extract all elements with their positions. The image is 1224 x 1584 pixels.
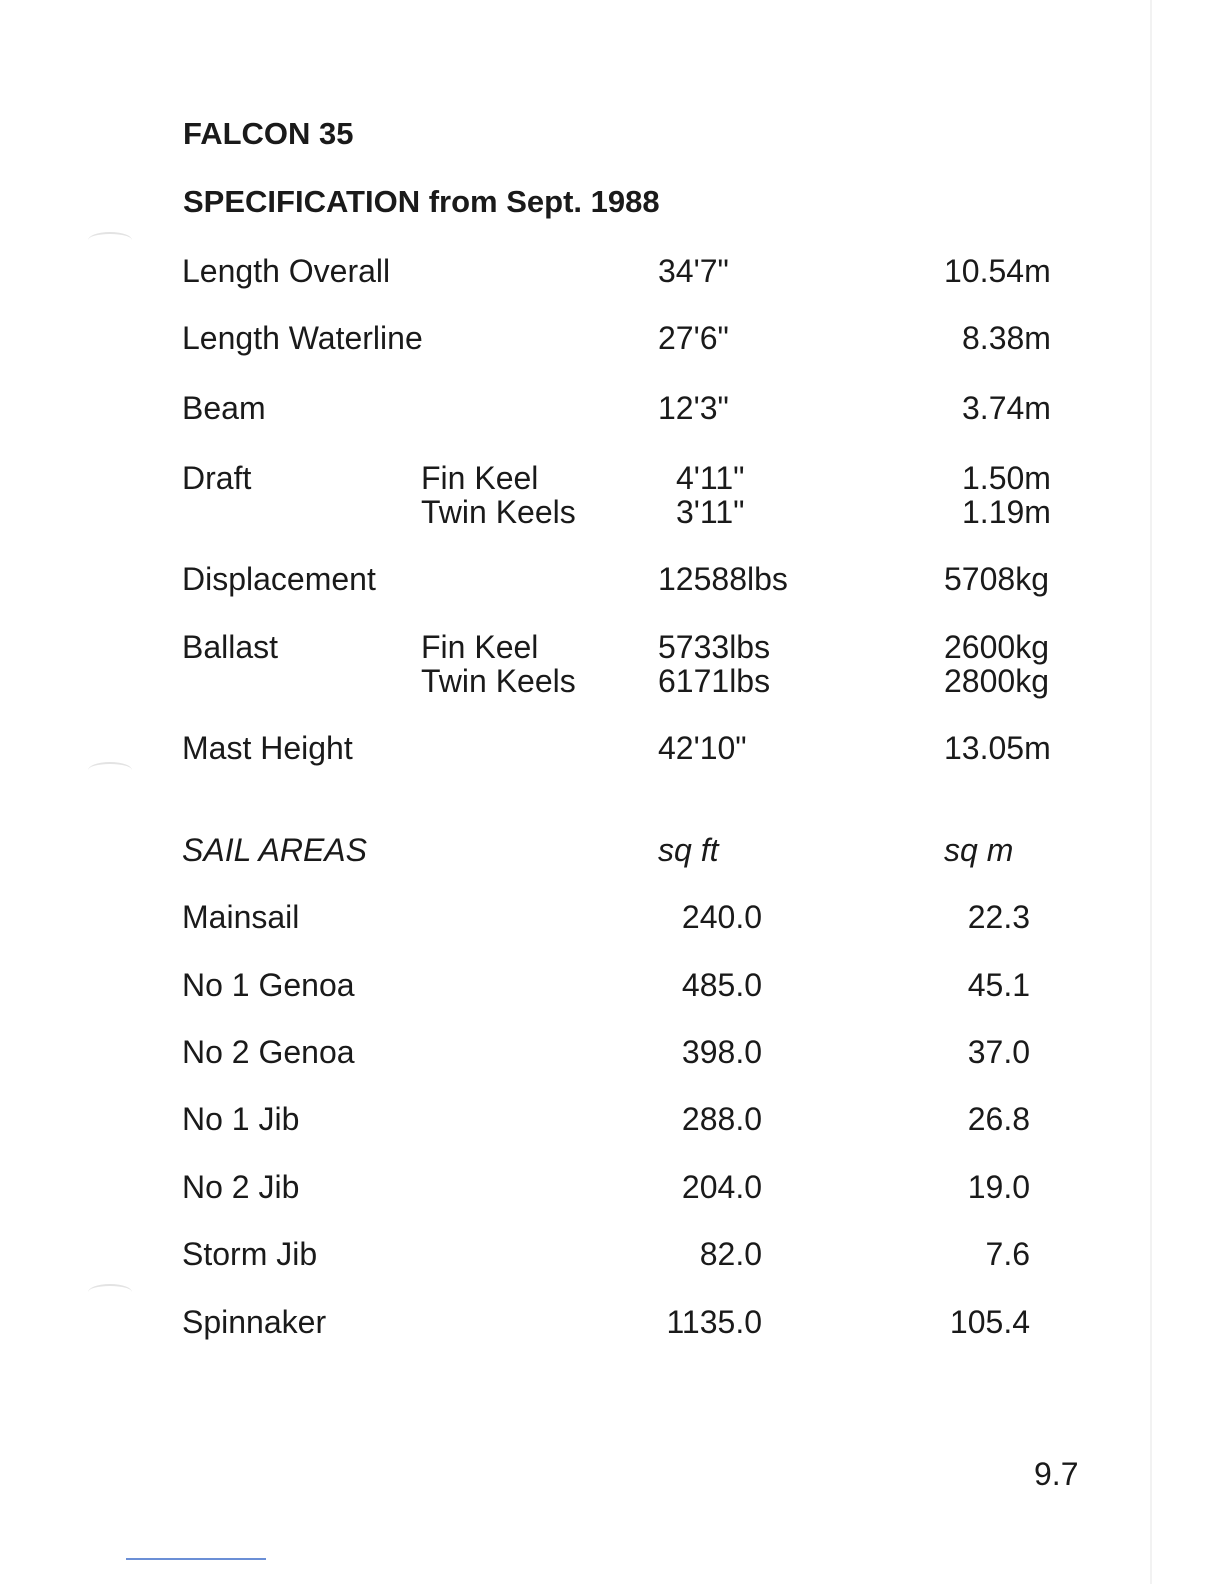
sail-sqft: 82.0 (699, 1236, 762, 1272)
sail-areas-heading: SAIL AREAS (182, 832, 367, 868)
spec-label: Length Waterline (182, 320, 423, 356)
sub-label-twin-keels: Twin Keels (421, 494, 576, 530)
imperial-fin-keel: 4'11" (676, 460, 745, 496)
spec-label: Displacement (182, 561, 376, 597)
imperial-twin-keels: 3'11" (676, 494, 745, 530)
spec-metric-value: 5708kg (944, 561, 1049, 597)
sail-sqm: 7.6 (985, 1236, 1030, 1272)
sail-sqft: 288.0 (681, 1101, 762, 1137)
sail-sqft: 485.0 (681, 967, 762, 1003)
spec-metric-values (944, 630, 1049, 698)
spec-label: Draft (182, 460, 252, 496)
unit-imperial-heading: sq ft (658, 832, 719, 868)
spec-label: Length Overall (182, 253, 391, 289)
spec-imperial-value: 12588lbs (658, 561, 788, 597)
document-subtitle: SPECIFICATION from Sept. 1988 (183, 184, 660, 219)
imperial-twin-keels: 6171lbs (658, 663, 771, 699)
metric-twin-keels: 1.19m (962, 494, 1051, 530)
spec-imperial-value: 42'10" (658, 730, 747, 766)
spec-metric-value: 8.38m (962, 320, 1051, 356)
document-title: FALCON 35 (183, 116, 354, 151)
spec-sub-labels (421, 630, 576, 698)
spec-label: Beam (182, 390, 266, 426)
metric-fin-keel: 2600kg (944, 629, 1049, 665)
spec-label: Mast Height (182, 730, 353, 766)
spec-label: Ballast (182, 629, 279, 665)
spec-metric-value: 10.54m (944, 253, 1051, 289)
spec-imperial-value: 34'7" (658, 253, 729, 289)
spec-imperial-values (658, 630, 770, 698)
sail-sqm: 45.1 (967, 967, 1030, 1003)
spec-imperial-value: 12'3" (658, 390, 729, 426)
imperial-fin-keel: 5733lbs (658, 629, 771, 665)
sail-label: Mainsail (182, 899, 300, 935)
sub-label-twin-keels: Twin Keels (421, 663, 576, 699)
sub-label-fin-keel: Fin Keel (421, 460, 539, 496)
sail-sqm: 19.0 (967, 1169, 1030, 1205)
sail-label: No 1 Jib (182, 1101, 300, 1137)
sail-sqft: 240.0 (681, 899, 762, 935)
sub-label-fin-keel: Fin Keel (421, 629, 539, 665)
unit-metric-heading: sq m (944, 832, 1014, 868)
spec-imperial-values (676, 461, 744, 529)
metric-fin-keel: 1.50m (962, 460, 1051, 496)
sail-sqm: 22.3 (967, 899, 1030, 935)
sail-sqft: 1135.0 (666, 1304, 762, 1340)
sail-sqm: 105.4 (949, 1304, 1030, 1340)
sail-sqft: 398.0 (681, 1034, 762, 1070)
sail-sqft: 204.0 (681, 1169, 762, 1205)
sail-sqm: 37.0 (967, 1034, 1030, 1070)
sail-label: No 2 Genoa (182, 1034, 355, 1070)
scan-artifact-line (126, 1558, 266, 1560)
sail-label: No 2 Jib (182, 1169, 300, 1205)
sail-label: Spinnaker (182, 1304, 327, 1340)
page-number: 9.7 (1034, 1456, 1079, 1492)
sail-sqm: 26.8 (967, 1101, 1030, 1137)
spec-sub-labels (421, 461, 576, 529)
spec-metric-values (962, 461, 1051, 529)
sail-label: No 1 Genoa (182, 967, 355, 1003)
spec-metric-value: 3.74m (962, 390, 1051, 426)
spec-imperial-value: 27'6" (658, 320, 729, 356)
spec-metric-value: 13.05m (944, 730, 1051, 766)
metric-twin-keels: 2800kg (944, 663, 1049, 699)
sail-label: Storm Jib (182, 1236, 318, 1272)
